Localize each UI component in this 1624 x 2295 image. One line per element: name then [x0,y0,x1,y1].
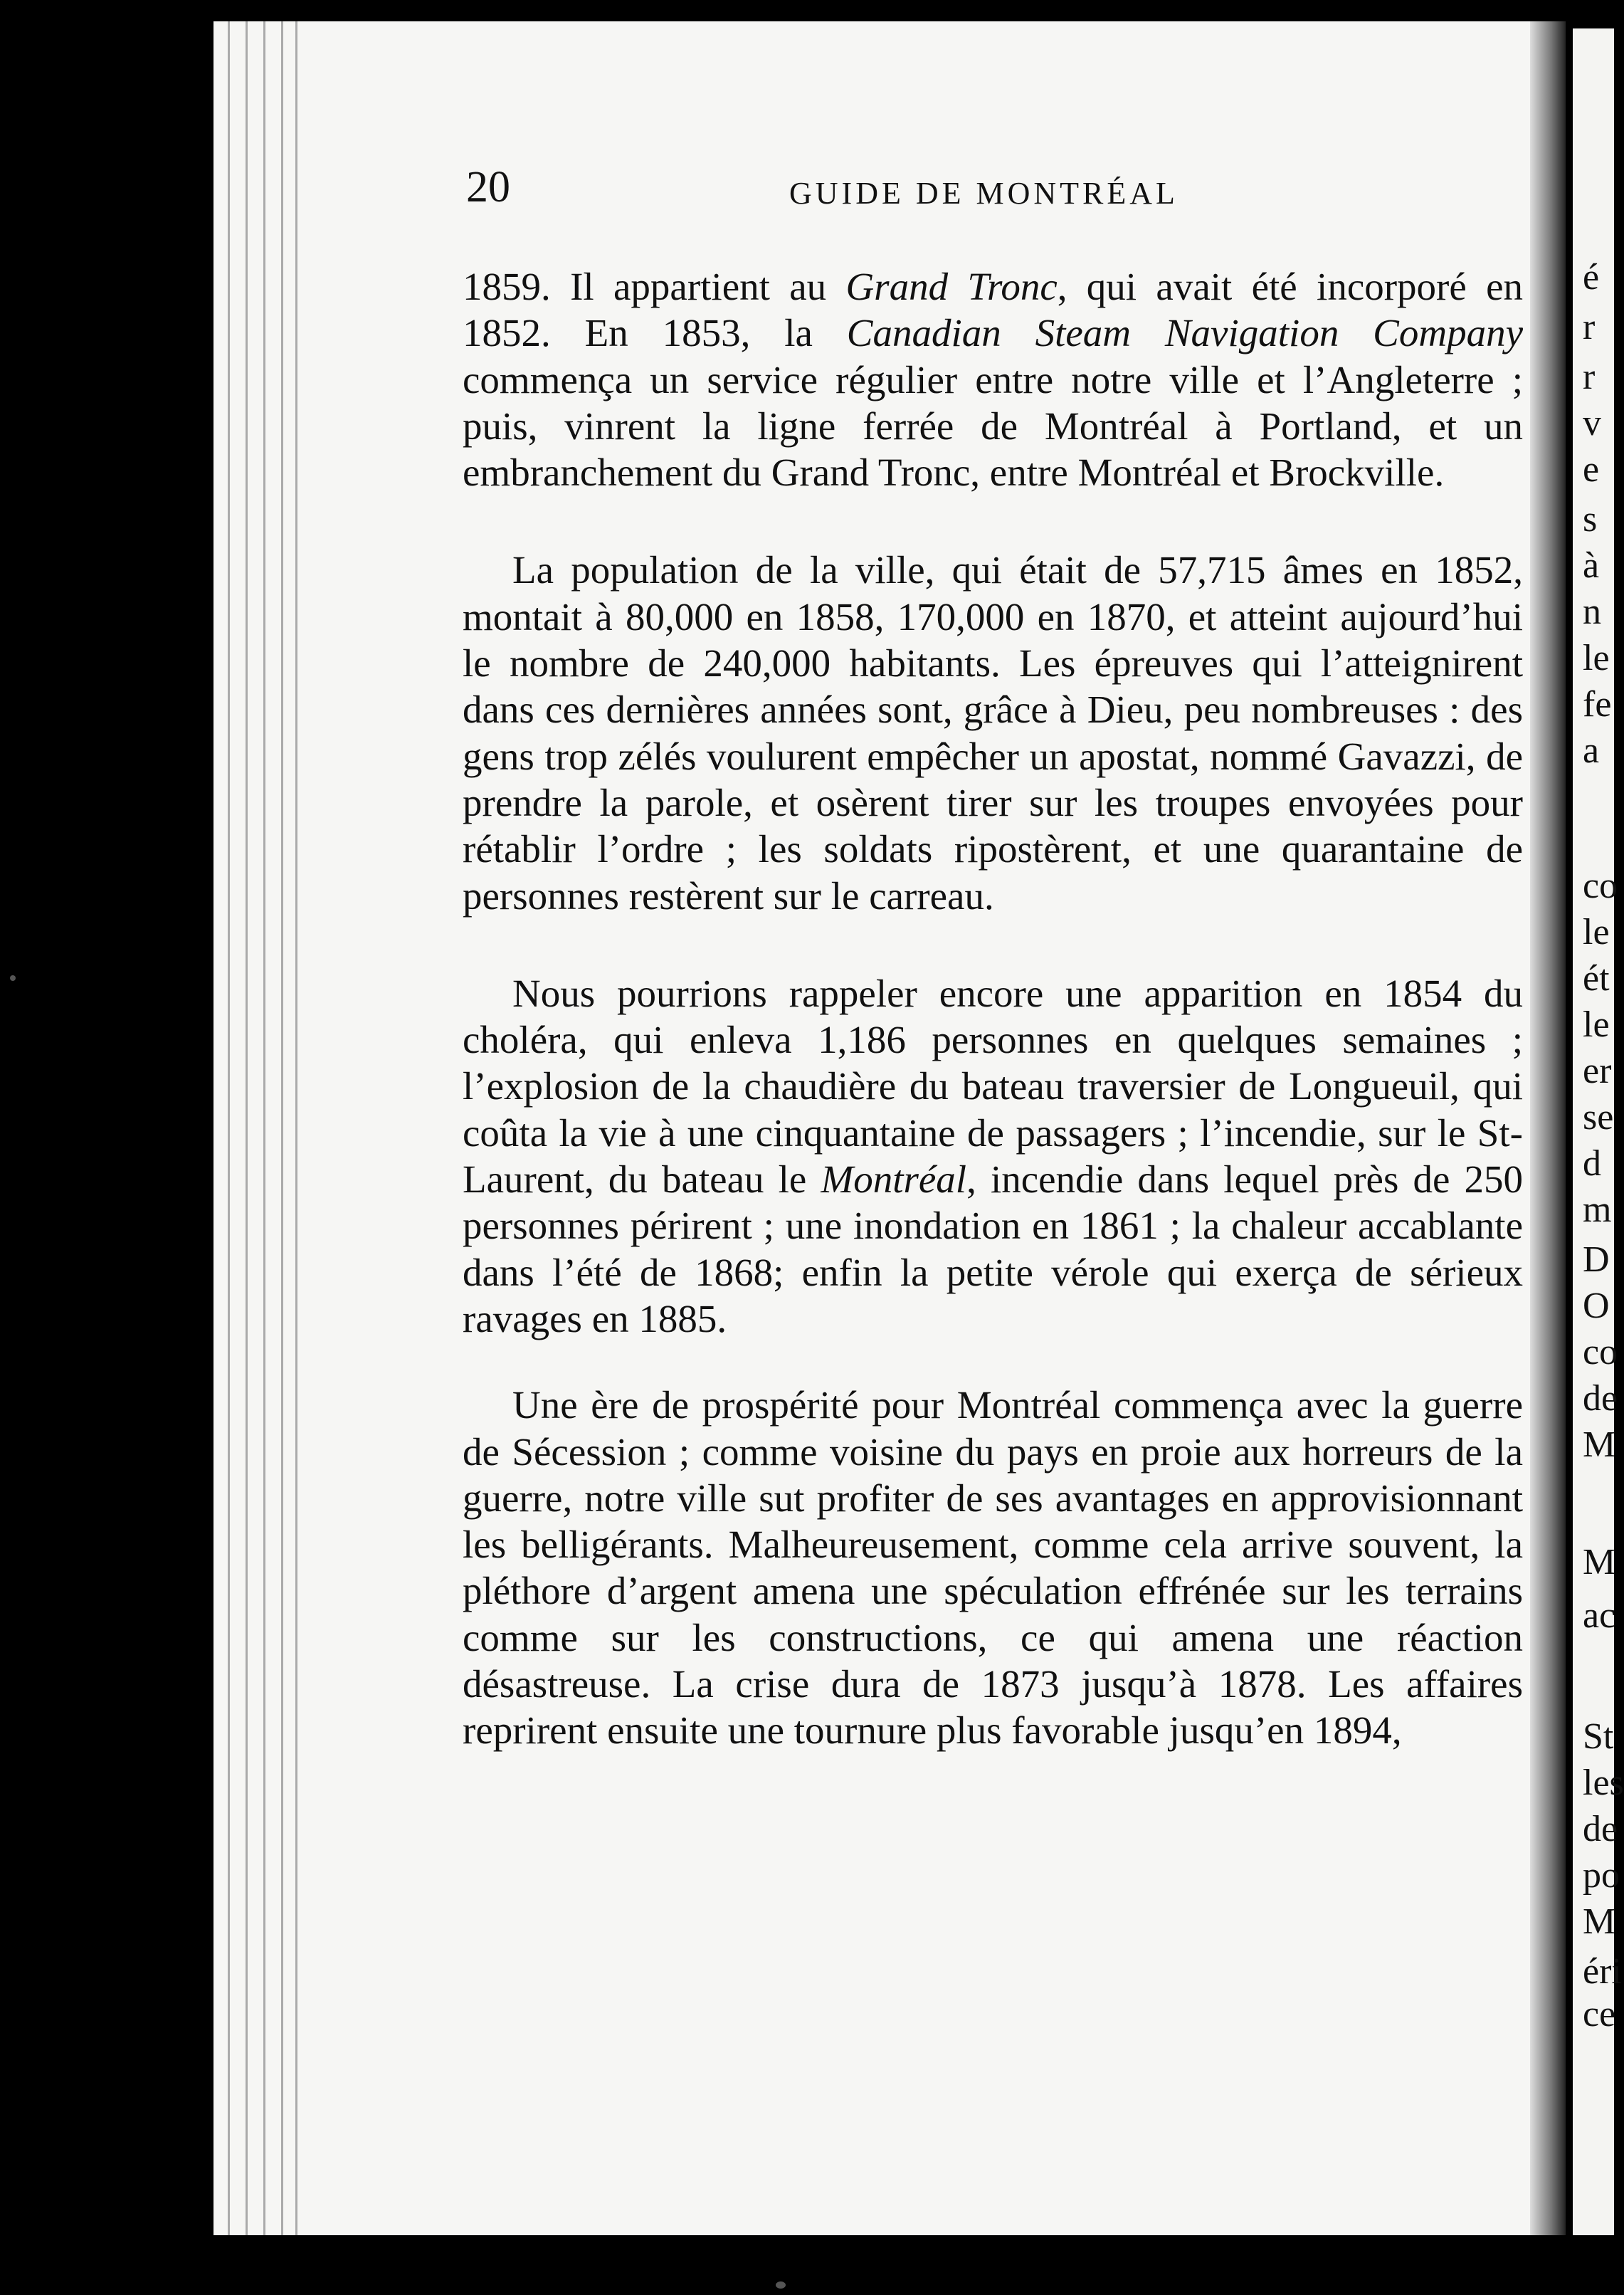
facing-page-fragment: St [1583,1716,1614,1757]
facing-page-fragment: d [1583,1143,1601,1184]
facing-page-fragment: s [1583,499,1598,540]
scan-speck [776,2281,786,2289]
facing-page-fragment: éri [1583,1951,1622,1992]
page-stack-edge [281,21,283,2235]
italic-title: Montréal [821,1157,967,1202]
italic-title: Canadian Steam Navigation Company [846,311,1523,355]
page-stack-edge [246,21,248,2235]
facing-page-fragment: r [1583,357,1596,397]
facing-page-fragment: co [1583,866,1618,906]
facing-page-fragment: m [1583,1189,1612,1230]
facing-page-fragment: a [1583,730,1600,771]
running-title: GUIDE DE MONTRÉAL [789,176,1179,211]
facing-page-fragment: ac [1583,1595,1616,1636]
facing-page-fragment: po [1583,1855,1620,1896]
facing-page-fragment: de [1583,1378,1618,1419]
facing-page-fragment: de [1583,1809,1618,1849]
facing-page-fragment: é [1583,257,1600,298]
facing-page-fragment: le [1583,912,1610,952]
facing-page-fragment: M [1583,1542,1616,1582]
facing-page-fragment: fe [1583,684,1612,725]
facing-page-fragment: à [1583,545,1600,586]
facing-page-fragment: le [1583,1004,1610,1045]
body-text [463,263,1523,1754]
facing-page-fragment: n [1583,592,1601,632]
page-header [466,162,1530,219]
facing-page-fragment: ét [1583,958,1610,999]
page-stack-edge [228,21,230,2235]
paragraph: La population de la ville, qui était de 57,715 âmes en 1852, montait à 80,000 en 1858, 170,000 en 1870, et atteint aujourd’hui le nombre de 240,000 habitants. Les épreuves qui l’atteignirent dans ces dernières années sont, grâce à Dieu, peu nombreuses : des gens trop zélés voulurent empêcher un apostat, nommé Gavazzi, de prendre la parole, et osèrent tirer sur les troupes envoyées pour rétablir l’ordre ; les soldats ripostèrent, et une quarantaine de personnes restèrent sur le carreau. [463,548,1523,918]
paragraph: Une ère de prospérité pour Montréal commença avec la guerre de Sécession ; comme voisine du pays en proie aux horreurs de la guerre, notre ville sut profiter de ses avantages en approvisionnant les belligérants. Malheureusement, comme cela arrive souvent, la pléthore d’argent amena une spéculation effrénée sur les terrains comme sur les constructions, ce qui amena une réaction désastreuse. La crise dura de 1873 jusqu’à 1878. Les affaires reprirent ensuite une tournure plus favorable jusqu’en 1894, [463,1383,1523,1753]
facing-page-edge [1573,28,1624,2235]
facing-page-fragment: se [1583,1097,1614,1138]
facing-page-fragment: O [1583,1286,1610,1326]
facing-page-fragment: co [1583,1332,1618,1372]
facing-page-fragment: ce [1583,1994,1616,2034]
page-stack-edge [295,21,297,2235]
facing-page-fragment: les [1583,1763,1624,1803]
facing-page-fragment: v [1583,403,1601,443]
facing-page-fragment: r [1583,307,1596,347]
facing-page-fragment: e [1583,449,1600,490]
page-stack-edge [263,21,265,2235]
paragraph: Nous pourrions rappeler encore une apparition en 1854 du choléra, qui enleva 1,186 personnes en quelques semaines ; l’explosion de la chaudière du bateau traversier de Longueuil, qui coûta la vie à une cinquantaine de passagers ; l’incendie, sur le St-Laurent, du bateau le Montréal, incendie dans lequel près de 250 personnes périrent ; une inondation en 1861 ; la chaleur accablante dans l’été de 1868; enfin la petite vérole qui exerça de sérieux ravages en 1885. [463,971,1523,1340]
facing-page-fragment: er [1583,1051,1612,1091]
facing-page-fragment: M [1583,1424,1616,1465]
facing-page-fragment: M [1583,1901,1616,1942]
facing-page-fragment: le [1583,638,1610,678]
facing-page-fragment: D [1583,1239,1610,1280]
page-number: 20 [466,163,510,211]
binding-shadow [1530,21,1566,2235]
scan-speck [10,975,16,981]
italic-title: Grand Tronc [845,265,1058,308]
paragraph: 1859. Il appartient au Grand Tronc, qui avait été incorporé en 1852. En 1853, la Canadian Steam Navigation Company commença un service régulier entre notre ville et l’Angleterre ; puis, vinrent la ligne ferrée de Montréal à Portland, et un embranchement du Grand Tronc, entre Montréal et Brockville. [463,265,1524,495]
